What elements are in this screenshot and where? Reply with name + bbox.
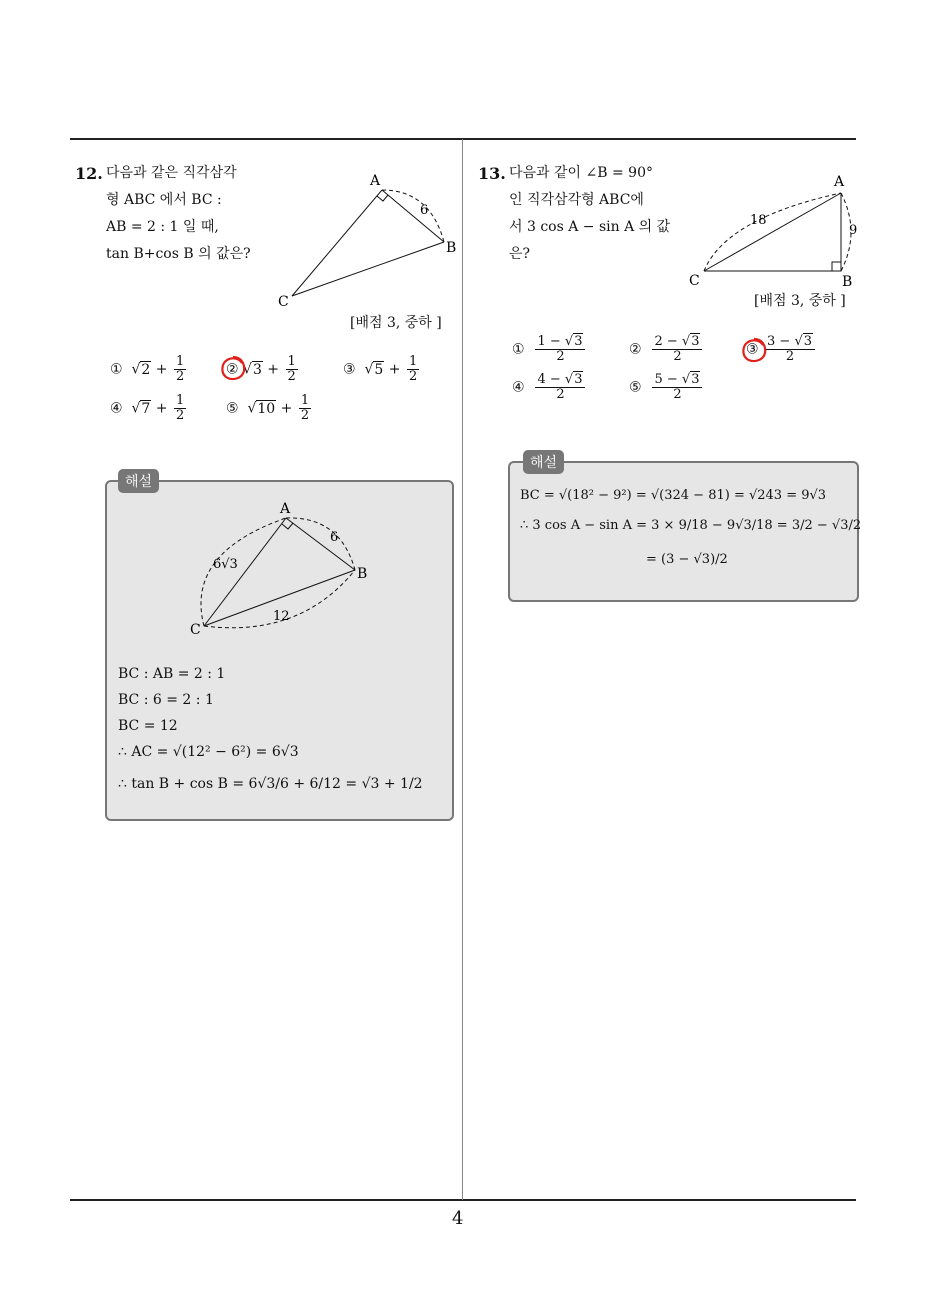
page-number: 4	[452, 1208, 464, 1229]
choice-mark: ①	[110, 361, 123, 378]
sol-label-c: C	[190, 622, 201, 638]
q13-number: 13.	[478, 164, 506, 183]
q12-label-side: 6	[420, 203, 429, 218]
q12-side-ab	[382, 190, 444, 242]
q13-answer-circle	[739, 335, 769, 365]
q13-text	[509, 160, 674, 268]
choice-mark: ②	[226, 361, 239, 378]
q12-text-line: AB = 2 : 1 일 때,	[106, 219, 219, 235]
choice-mark: ④	[110, 400, 123, 417]
q13-choice-4[interactable]: ④ $\frac{4 - √3}{2}$	[512, 373, 587, 402]
q13-label-ab: 9	[849, 223, 858, 238]
q13-solution-tag: 해설	[523, 450, 564, 474]
q12-text-line: 형 ABC 에서 BC :	[106, 192, 222, 208]
q12-choice-1[interactable]: ① √2 + $\frac{1}{2}$	[110, 354, 185, 384]
q12-choice-2[interactable]: ② √3 + $\frac{1}{2}$	[226, 354, 296, 384]
q12-number: 12.	[75, 164, 103, 183]
q12-sol-line-3: BC = 12	[118, 718, 178, 734]
q12-label-c: C	[278, 294, 289, 310]
q12-label-a: A	[370, 173, 381, 189]
q13-text-line: 서 3 cos A − sin A 의 값	[509, 219, 671, 235]
q13-choice-2[interactable]: ② $\frac{2 - √3}{2}$	[629, 335, 704, 364]
sol-label-b: B	[357, 566, 368, 582]
q13-label-a: A	[834, 174, 845, 190]
q13-triangle-figure	[686, 168, 866, 288]
q13-label-c: C	[689, 273, 700, 288]
choice-mark: ③	[343, 361, 356, 378]
q13-sol-line-2: ∴ 3 cos A − sin A = 3 × 9/18 − 9√3/18 = 3/2 − √3/2	[520, 518, 862, 533]
q12-text	[106, 160, 264, 268]
q12-label-b: B	[446, 240, 457, 256]
q12-solution-figure	[180, 498, 400, 643]
bottom-rule	[70, 1199, 856, 1201]
q12-choice-3[interactable]: ③ √5 + $\frac{1}{2}$	[343, 354, 418, 384]
q13-right-angle	[832, 262, 841, 271]
q13-sol-line-3: = (3 − √3)/2	[646, 552, 728, 567]
q12-right-angle-mark	[377, 195, 388, 201]
q13-side-ca	[704, 193, 841, 271]
sol-label-ab: 6	[330, 530, 339, 545]
top-rule	[70, 138, 856, 140]
q12-sol-line-4: ∴ AC = √(12² − 6²) = 6√3	[118, 744, 299, 760]
q12-text-line: 다음과 같은 직각삼각	[106, 165, 237, 181]
q12-sol-line-1: BC : AB = 2 : 1	[118, 666, 226, 682]
q12-choice-5[interactable]: ⑤ √10 + $\frac{1}{2}$	[226, 393, 310, 423]
q13-choice-3[interactable]: ③ $\frac{3 - √3}{2}$	[746, 335, 817, 364]
choice-mark: ③	[746, 341, 759, 358]
choice-mark: ⑤	[629, 379, 642, 396]
q12-sol-line-5: ∴ tan B + cos B = 6√3/6 + 6/12 = √3 + 1/2	[118, 776, 423, 792]
q12-score: [배점 3, 중하 ]	[350, 315, 442, 331]
sol-label-ac: 6√3	[213, 557, 238, 572]
q13-text-line: 인 직각삼각형 ABC에	[509, 192, 644, 208]
q12-text-line: tan B+cos B 의 값은?	[106, 246, 251, 262]
q12-sol-line-2: BC : 6 = 2 : 1	[118, 692, 214, 708]
q12-answer-circle	[218, 353, 248, 383]
sol-label-bc: 12	[273, 609, 290, 624]
q13-choice-5[interactable]: ⑤ $\frac{5 - √3}{2}$	[629, 373, 704, 402]
q13-label-b: B	[842, 274, 853, 288]
q13-text-line: 은?	[509, 246, 531, 262]
sol-right-angle	[282, 523, 293, 529]
choice-mark: ①	[512, 341, 525, 358]
q13-sol-line-1: BC = √(18² − 9²) = √(324 − 81) = √243 = 9√3	[520, 488, 827, 503]
choice-mark: ④	[512, 379, 525, 396]
choice-mark: ⑤	[226, 400, 239, 417]
q13-label-ac: 18	[750, 213, 767, 228]
q13-choice-1[interactable]: ① $\frac{1 - √3}{2}$	[512, 335, 587, 364]
sol-label-a: A	[280, 501, 291, 517]
choice-mark: ②	[629, 341, 642, 358]
q13-text-line: 다음과 같이 ∠B = 90°	[509, 165, 653, 181]
q12-solution-tag: 해설	[118, 469, 159, 493]
q13-score: [배점 3, 중하 ]	[754, 293, 846, 309]
q12-triangle-figure	[270, 168, 470, 318]
q12-choice-4[interactable]: ④ √7 + $\frac{1}{2}$	[110, 393, 185, 423]
sol-side-ab	[286, 518, 355, 570]
